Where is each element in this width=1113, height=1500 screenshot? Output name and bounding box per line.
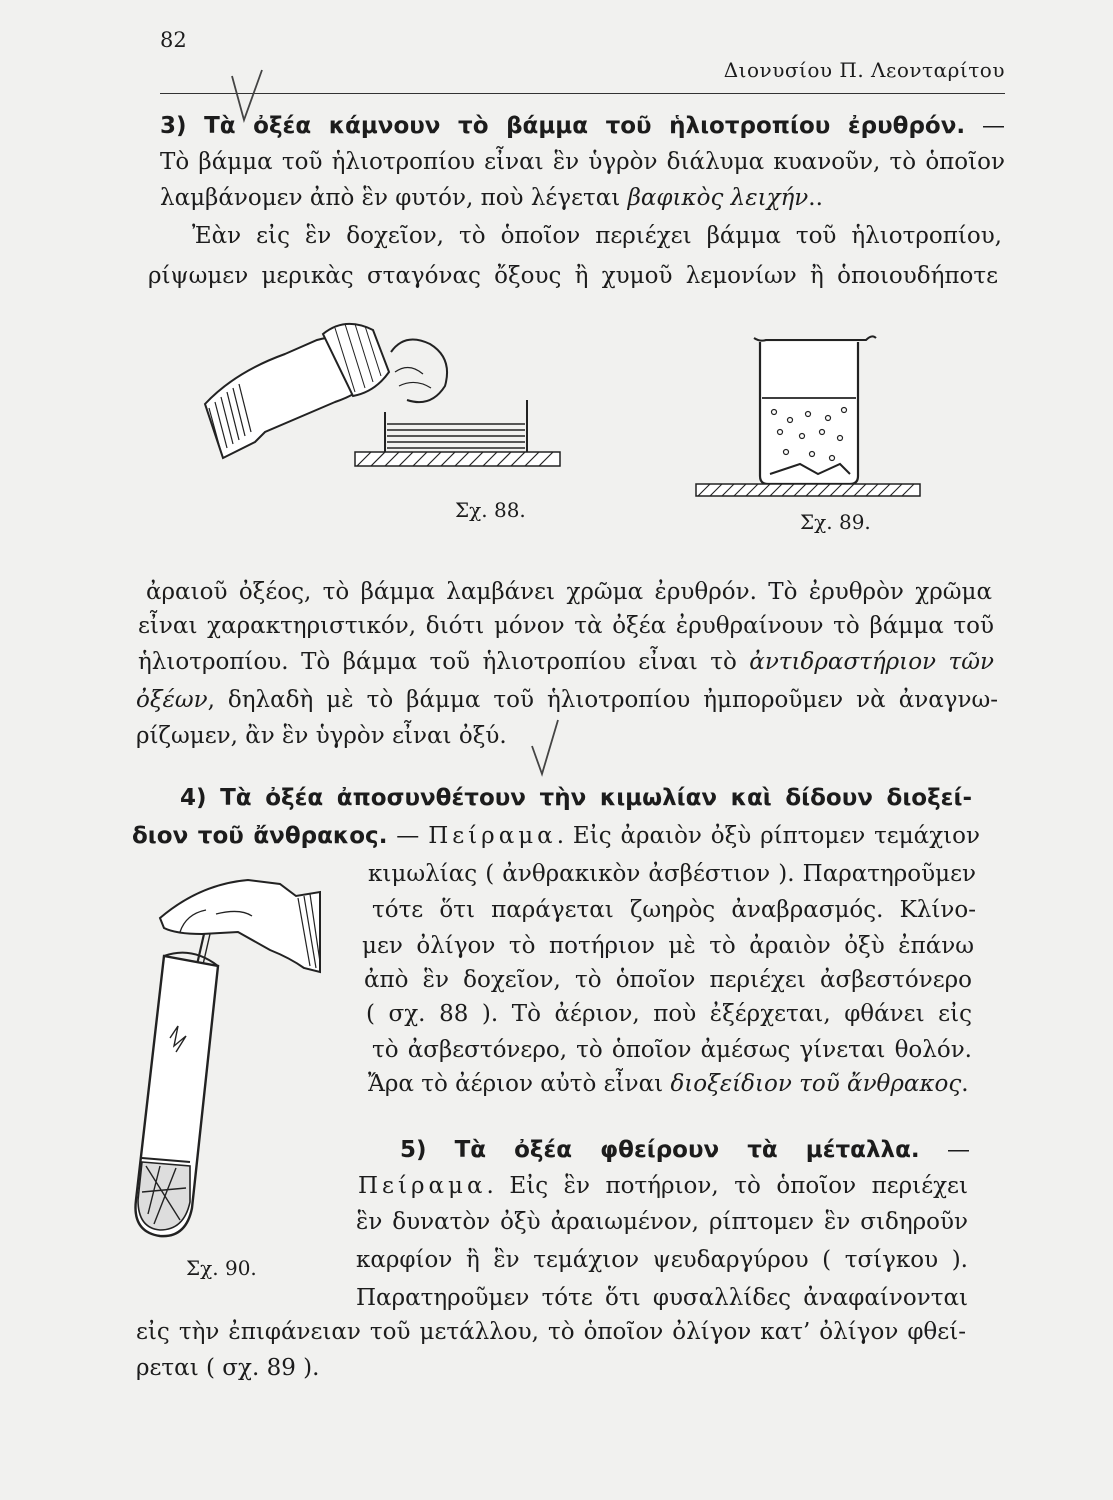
text-line: Τὸ βάμμα τοῦ ἡλιοτροπίου εἶναι ἓν ὑγρὸν διάλυμα κυανοῦν, τὸ ὁποῖον (160, 149, 1005, 175)
figure-90-caption: Σχ. 90. (186, 1256, 257, 1280)
header-rule (160, 93, 1005, 94)
text-line: ὀξέων, δηλαδὴ μὲ τὸ βάμμα τοῦ ἡλιοτροπίου ἠμποροῦμεν νὰ ἀναγνω- (136, 687, 998, 713)
text-line: Πείραμα. Εἰς ἓν ποτήριον, τὸ ὁποῖον περιέχει (358, 1173, 968, 1199)
text-line: ἡλιοτροπίου. Τὸ βάμμα τοῦ ἡλιοτροπίου εἶναι τὸ ἀντιδραστήριον τῶν (138, 649, 994, 675)
text-line: κιμωλίας ( ἀνθρακικὸν ἀσβέστιον ). Παρατηροῦμεν (368, 861, 976, 887)
text-line: ἀραιοῦ ὀξέος, τὸ βάμμα λαμβάνει χρῶμα ἐρυθρόν. Τὸ ἐρυθρὸν χρῶμα (146, 579, 992, 605)
text-line: εἶναι χαρακτηριστικόν, διότι μόνον τὰ ὀξέα ἐρυθραίνουν τὸ βάμμα τοῦ (138, 613, 994, 639)
text-line: Ἐὰν εἰς ἓν δοχεῖον, τὸ ὁποῖον περιέχει βάμμα τοῦ ἡλιοτροπίου, (192, 223, 1002, 249)
text-line: ( σχ. 88 ). Τὸ ἀέριον, ποὺ ἐξέρχεται, φθάνει εἰς (366, 1001, 972, 1027)
text-line: τότε ὅτι παράγεται ζωηρὸς ἀναβρασμός. Κλίνο- (372, 897, 976, 923)
text-line: καρφίον ἢ ἓν τεμάχιον ψευδαργύρου ( τσίγκου ). (356, 1247, 968, 1273)
running-head: Διονυσίου Π. Λεονταρίτου (723, 58, 1005, 82)
text-line: ρεται ( σχ. 89 ). (136, 1355, 320, 1381)
text-line: λαμβάνομεν ἀπὸ ἓν φυτόν, ποὺ λέγεται βαφικὸς λειχήν.. (160, 185, 823, 211)
text-line: ρίψωμεν μερικὰς σταγόνας ὄξους ἢ χυμοῦ λεμονίων ἢ ὁποιουδήποτε (148, 263, 998, 289)
text-line: Παρατηροῦμεν τότε ὅτι φυσαλλίδες ἀναφαίνονται (356, 1285, 968, 1311)
section-4-heading: 4) Τὰ ὀξέα ἀποσυνθέτουν τὴν κιμωλίαν καὶ δίδουν διοξεί- (180, 785, 972, 811)
page-number: 82 (160, 28, 187, 52)
section-5-heading: 5) Τὰ ὀξέα φθείρουν τὰ μέταλλα. — (400, 1137, 970, 1163)
section-3-heading: 3) Τὰ ὀξέα κάμνουν τὸ βάμμα τοῦ ἡλιοτροπίου ἐρυθρόν. — (160, 113, 1006, 139)
figure-89-caption: Σχ. 89. (800, 510, 871, 534)
figure-88-hand-pouring-into-basin (195, 312, 575, 492)
figure-89-beaker-with-bubbles (690, 328, 925, 498)
text-line: ἀπὸ ἓν δοχεῖον, τὸ ὁποῖον περιέχει ἀσβεστόνερο (364, 967, 972, 993)
pencil-check-mark-icon (528, 718, 564, 778)
figure-88-caption: Σχ. 88. (455, 498, 526, 522)
text-line: εἰς τὴν ἐπιφάνειαν τοῦ μετάλλου, τὸ ὁποῖον ὀλίγον κατ’ ὀλίγον φθεί- (136, 1319, 966, 1345)
figure-90-test-tube-with-chalk (120, 862, 360, 1242)
text-line: διον τοῦ ἄνθρακος. — Πείραμα. Εἰς ἀραιὸν ὀξὺ ρίπτομεν τεμάχιον (132, 823, 980, 849)
text-line: τὸ ἀσβεστόνερο, τὸ ὁποῖον ἀμέσως γίνεται θολόν. (372, 1037, 972, 1063)
text-line: ρίζωμεν, ἂν ἓν ὑγρὸν εἶναι ὀξύ. (136, 723, 507, 749)
text-line: ἓν δυνατὸν ὀξὺ ἀραιωμένον, ρίπτομεν ἓν σιδηροῦν (356, 1209, 968, 1235)
text-line: μεν ὀλίγον τὸ ποτήριον μὲ τὸ ἀραιὸν ὀξὺ ἐπάνω (362, 933, 974, 959)
text-line: Ἄρα τὸ ἀέριον αὐτὸ εἶναι διοξείδιον τοῦ ἄνθρακος. (368, 1071, 969, 1097)
